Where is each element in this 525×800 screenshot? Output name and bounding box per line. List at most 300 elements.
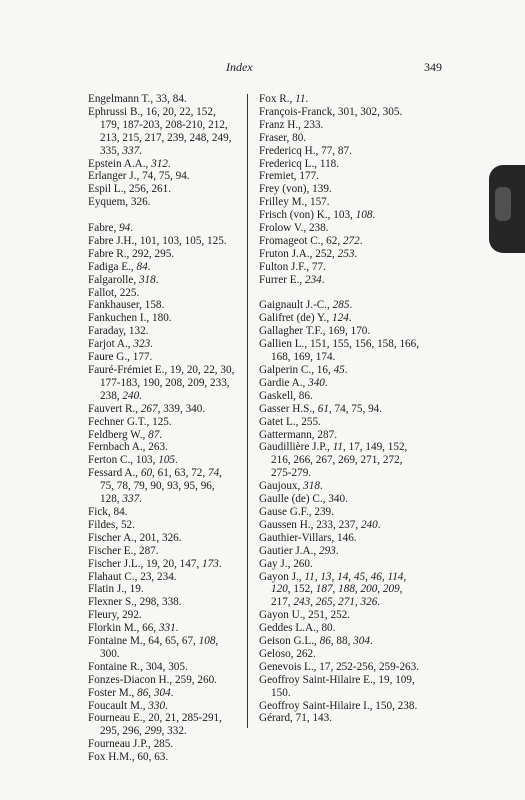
- index-entry: [88, 558, 236, 571]
- index-entry: [88, 364, 236, 403]
- entry-name: Fontaine M.,: [88, 635, 146, 648]
- entry-name: Faraday,: [88, 325, 127, 338]
- index-entry: [88, 583, 236, 596]
- page-reference: .: [155, 273, 159, 286]
- page-reference: .: [165, 699, 168, 712]
- index-entry: [88, 222, 236, 235]
- page-reference: 125.: [149, 415, 172, 428]
- entry-name: Flatin J.,: [88, 583, 127, 596]
- index-entry: [88, 170, 236, 183]
- page-reference: 177.: [129, 351, 153, 364]
- index-entry: [88, 687, 236, 700]
- entry-name: Geison G.L.,: [259, 635, 317, 648]
- page-reference: 158.: [141, 299, 165, 312]
- page-reference: , 217,: [271, 583, 403, 609]
- page-reference: 285.: [150, 738, 174, 751]
- index-entry: [88, 467, 236, 506]
- page-reference: .: [372, 209, 376, 222]
- page-reference: .: [344, 364, 348, 377]
- entry-name: Fleury,: [88, 609, 120, 622]
- index-entry: [88, 545, 236, 558]
- page-reference: 74, 75, 94.: [139, 170, 190, 183]
- index-entry: [88, 325, 236, 338]
- index-entry: [88, 738, 236, 751]
- index-entry: [88, 454, 236, 467]
- page-reference: 60, 63.: [134, 751, 169, 764]
- entry-name: Gallagher T.F.,: [259, 325, 326, 338]
- index-entry: [88, 532, 236, 545]
- page-reference: 80.: [318, 622, 336, 635]
- page-reference: 16, 20, 22, 152, 179, 187-203, 208-210, 212, 213, 215, 217, 239, 248, 249, 335,: [100, 105, 232, 157]
- page-reference: 331: [158, 622, 176, 635]
- index-entry: [259, 183, 422, 196]
- index-entry: [88, 700, 236, 713]
- page-reference: 11: [332, 441, 343, 454]
- page-reference: 20, 21, 285-291, 295, 296,: [100, 712, 222, 738]
- page-reference: 19, 20, 22, 30, 177-183, 190, 208, 209, 233, 238,: [100, 364, 235, 402]
- page-reference: 337: [122, 493, 140, 506]
- page-reference: 340: [308, 376, 325, 389]
- index-entry: [259, 377, 422, 390]
- entry-name: Fankhauser,: [88, 299, 142, 312]
- entry-name: Eyquem,: [88, 196, 129, 209]
- page-reference: 260.: [290, 557, 313, 570]
- index-entry: [88, 712, 236, 738]
- page-reference: , 300.: [100, 635, 219, 660]
- index-entry: [88, 661, 236, 674]
- entry-name: Engelmann T.,: [88, 93, 154, 105]
- page-reference: .: [175, 622, 179, 635]
- page-reference: 292.: [119, 609, 142, 622]
- page-reference: 240: [360, 518, 378, 531]
- index-entry: [88, 196, 236, 209]
- entry-name: Fabre,: [88, 222, 117, 235]
- entry-name: Fischer J.L.,: [88, 557, 144, 570]
- entry-name: Fadiga E.,: [88, 260, 134, 273]
- page-reference: 312: [151, 157, 168, 170]
- page-reference: .: [377, 518, 381, 531]
- page-reference: , 152,: [287, 583, 316, 596]
- entry-name: Gayon J.,: [259, 570, 302, 583]
- entry-name: Geoffroy Saint-Hilaire I.,: [259, 699, 373, 712]
- page-reference: 101, 103, 105, 125.: [137, 234, 227, 247]
- entry-name: Farjot A.,: [88, 338, 131, 351]
- entry-name: Gay J.,: [259, 557, 291, 570]
- entry-name: Frolow V.,: [259, 222, 307, 235]
- page-reference: 293: [318, 544, 336, 557]
- page-reference: 94: [119, 222, 131, 235]
- index-entry: [259, 274, 422, 287]
- page-reference: , 339, 340.: [157, 402, 206, 415]
- entry-name: Gaudillière J.P.,: [259, 441, 330, 454]
- index-entry: [259, 248, 422, 261]
- page-reference: 61: [317, 402, 329, 415]
- page-reference: , 17, 149, 152, 216, 266, 267, 269, 271, 272, 275-279.: [271, 441, 408, 480]
- index-entry: [259, 493, 422, 506]
- page-reference: 255.: [298, 415, 321, 428]
- page-reference: .: [319, 480, 323, 493]
- page-reference: 187, 188, 200, 209: [315, 583, 400, 596]
- index-entry: [259, 480, 422, 493]
- entry-name: Fourneau J.P.,: [88, 738, 151, 751]
- page-reference: 66,: [139, 622, 159, 635]
- page-reference: 330: [148, 699, 166, 712]
- index-entry: [259, 712, 422, 725]
- entry-name: Fremiet,: [259, 170, 297, 183]
- page-reference: .: [170, 686, 174, 699]
- page-reference: 77.: [309, 260, 326, 273]
- page-reference: 108: [198, 635, 216, 648]
- index-entry: [259, 93, 422, 106]
- page-reference: 263.: [145, 441, 168, 454]
- entry-name: Ephrussi B.,: [88, 105, 144, 118]
- index-entry: [88, 596, 236, 609]
- index-entry: [88, 429, 236, 442]
- entry-name: Falgarolle,: [88, 273, 137, 286]
- page-reference: .: [354, 247, 358, 260]
- page-reference: .: [348, 312, 352, 325]
- index-entry: [259, 545, 422, 558]
- page-reference: 19.: [126, 583, 144, 596]
- page-reference: 86.: [295, 389, 313, 402]
- index-entry: [88, 261, 236, 274]
- entry-name: Fulton J.F.,: [259, 260, 310, 273]
- page-reference: 17, 252-256, 259-263.: [316, 660, 420, 673]
- page-reference: 299: [144, 725, 162, 738]
- entry-name: Fischer E.,: [88, 544, 137, 557]
- page-reference: 272: [342, 234, 360, 247]
- page-reference: 251, 252.: [305, 609, 351, 622]
- index-entry: [88, 338, 236, 351]
- index-entry: [259, 416, 422, 429]
- index-entry: [259, 390, 422, 403]
- entry-name: Gérard,: [259, 712, 293, 725]
- page-reference: 52.: [118, 518, 135, 531]
- page-reference: .: [335, 544, 339, 557]
- index-entry: [88, 93, 236, 106]
- page-reference: 139.: [309, 183, 332, 196]
- page-reference: 84: [136, 260, 148, 273]
- page-reference: .: [139, 144, 142, 157]
- page-reference: 318: [303, 480, 320, 493]
- index-entry: [259, 145, 422, 158]
- index-entry: [259, 674, 422, 700]
- index-entry: [88, 416, 236, 429]
- page-reference: 11, 13, 14, 45, 46, 114, 120: [271, 570, 407, 596]
- entry-name: Gaussen H.,: [259, 518, 314, 531]
- page-reference: .: [369, 635, 373, 648]
- index-entry: [88, 622, 236, 635]
- entry-name: Fallot,: [88, 286, 117, 299]
- entry-name: Gardie A.,: [259, 376, 306, 389]
- entry-name: Fredericq L.,: [259, 157, 318, 170]
- entry-name: Gatet L.,: [259, 415, 299, 428]
- running-title: Index: [226, 60, 253, 74]
- page-reference: 19, 109, 150.: [271, 673, 415, 699]
- page-header: [0, 60, 525, 78]
- page-reference: .: [159, 428, 163, 441]
- index-entry: [259, 170, 422, 183]
- page-reference: 157.: [307, 196, 330, 209]
- page-reference: 201, 326.: [136, 531, 182, 544]
- page-reference: 87: [148, 428, 160, 441]
- page-reference: 326.: [128, 196, 151, 209]
- page-reference: .: [377, 596, 381, 609]
- page-reference: 150, 238.: [372, 699, 418, 712]
- page-reference: 33, 84.: [153, 93, 187, 105]
- index-entry: [259, 119, 422, 132]
- page-reference: 146.: [334, 531, 357, 544]
- entry-name: Gause G.F.,: [259, 505, 312, 518]
- page-reference: 105: [158, 454, 176, 467]
- entry-name: Faure G.,: [88, 351, 130, 364]
- index-entry: [88, 519, 236, 532]
- index-entry: [88, 751, 236, 764]
- index-entry: [259, 519, 422, 532]
- index-entry: [259, 506, 422, 519]
- page-reference: .: [218, 557, 222, 570]
- entry-name: Gaskell,: [259, 389, 296, 402]
- page-reference: , 61, 63, 72,: [152, 467, 208, 480]
- page-reference: ,: [148, 686, 154, 699]
- entry-name: Flexner S.,: [88, 596, 137, 609]
- index-entry: [88, 403, 236, 416]
- entry-name: Fruton J.A.,: [259, 247, 313, 260]
- entry-name: Gasser H.S.,: [259, 402, 315, 415]
- entry-name: Fox H.M.,: [88, 751, 135, 764]
- page-reference: 225.: [116, 286, 140, 299]
- page-reference: 285: [332, 299, 350, 312]
- page-reference: 240: [122, 389, 140, 402]
- page-number: 349: [424, 60, 442, 74]
- page-reference: .: [321, 273, 325, 286]
- entry-name: Fraser,: [259, 131, 290, 144]
- page-reference: , 75, 78, 79, 90, 93, 95, 96, 128,: [100, 467, 222, 506]
- entry-name: Florkin M.,: [88, 622, 140, 635]
- page-reference: 233.: [300, 118, 324, 131]
- entry-name: Fourneau E.,: [88, 712, 146, 725]
- entry-name: Gautier J.A.,: [259, 544, 317, 557]
- index-entry: [88, 609, 236, 622]
- page-reference: 252,: [312, 247, 338, 260]
- entry-name: Fick,: [88, 505, 111, 518]
- entry-name: Gaulle (de) C.,: [259, 493, 326, 506]
- page-reference: 243, 265, 271, 326: [293, 596, 378, 609]
- entry-name: Frey (von),: [259, 183, 310, 196]
- page-reference: .: [139, 389, 142, 402]
- index-entry: [259, 429, 422, 442]
- entry-name: Geoffroy Saint-Hilaire E.,: [259, 673, 376, 686]
- page-reference: 64, 65, 67,: [145, 635, 199, 648]
- page-reference: 86: [319, 635, 331, 648]
- index-entry: [259, 622, 422, 635]
- entry-name: Erlanger J.,: [88, 170, 140, 183]
- page-reference: 298, 338.: [136, 596, 182, 609]
- entry-name: Frilley M.,: [259, 196, 308, 209]
- index-column-right: [259, 93, 422, 725]
- page-reference: .: [305, 93, 309, 105]
- index-entry: [259, 532, 422, 545]
- page-reference: 323: [133, 338, 151, 351]
- page-reference: 287.: [314, 428, 337, 441]
- index-entry: [259, 222, 422, 235]
- page-reference: 11: [295, 93, 306, 105]
- page-reference: 103,: [330, 209, 356, 222]
- page-reference: 304, 305.: [143, 660, 188, 673]
- index-entry: [259, 700, 422, 713]
- index-entry: [259, 325, 422, 338]
- page-reference: .: [139, 493, 142, 506]
- entry-name: Gattermann,: [259, 428, 315, 441]
- index-entry: [259, 106, 422, 119]
- page-reference: .: [349, 299, 353, 312]
- index-entry: [88, 235, 236, 248]
- entry-name: Fabre R.,: [88, 247, 130, 260]
- entry-name: Galperin C.,: [259, 364, 314, 377]
- index-entry: [88, 571, 236, 584]
- entry-name: Galifret (de) Y.,: [259, 312, 330, 325]
- index-entry: [259, 635, 422, 648]
- page-reference: .: [130, 222, 134, 235]
- page-reference: 337: [122, 144, 140, 157]
- index-entry: [88, 287, 236, 300]
- page-reference: .: [167, 157, 171, 170]
- page-reference: 177.: [296, 170, 319, 183]
- index-entry: [259, 441, 422, 480]
- index-entry: [88, 351, 236, 364]
- index-entry: [259, 158, 422, 171]
- page-reference: 103,: [133, 454, 159, 467]
- index-entry: [259, 661, 422, 674]
- entry-name: Frisch (von) K.,: [259, 209, 331, 222]
- page-reference: 60: [140, 467, 153, 480]
- page-reference: 304: [353, 635, 370, 648]
- page-reference: 233, 237,: [313, 518, 361, 531]
- page-reference: 74: [207, 467, 220, 480]
- entry-name: Ferton C.,: [88, 454, 134, 467]
- entry-name: Gaignault J.-C.,: [259, 299, 330, 312]
- page-reference: .: [150, 338, 153, 351]
- page-reference: 124: [332, 312, 349, 325]
- index-entry: [259, 312, 422, 325]
- entry-name: Fechner G.T.,: [88, 415, 150, 428]
- index-entry: [88, 248, 236, 261]
- page-reference: 304: [153, 686, 171, 699]
- entry-name: Furrer E.,: [259, 273, 303, 286]
- index-entry: [259, 235, 422, 248]
- page-reference: 301, 302, 305.: [335, 105, 403, 118]
- page-reference: 132.: [126, 325, 149, 338]
- page-reference: .: [359, 234, 363, 247]
- page-reference: 80.: [289, 131, 307, 144]
- entry-name: Geloso,: [259, 647, 294, 660]
- page-reference: .: [175, 454, 178, 467]
- page-reference: 19, 20, 147,: [143, 557, 203, 570]
- entry-name: Fildes,: [88, 518, 119, 531]
- page-reference: 292, 295.: [129, 247, 175, 260]
- page-reference: 16,: [314, 364, 334, 377]
- index-entry: [259, 571, 422, 610]
- page-reference: .: [147, 260, 151, 273]
- entry-name: Foster M.,: [88, 686, 135, 699]
- page-reference: 287.: [136, 544, 159, 557]
- page-reference: 340.: [325, 493, 348, 506]
- page-reference: 71, 143.: [292, 712, 333, 725]
- entry-name: Fredericq H.,: [259, 144, 319, 157]
- index-entry: [259, 209, 422, 222]
- entry-name: Feldberg W.,: [88, 428, 146, 441]
- entry-name: Fontaine R.,: [88, 660, 144, 673]
- index-entry: [259, 196, 422, 209]
- entry-name: Gayon U.,: [259, 609, 306, 622]
- page-reference: , 332.: [161, 725, 187, 738]
- page-reference: 234: [304, 273, 322, 286]
- index-entry: [88, 274, 236, 287]
- entry-name: Fabre J.H.,: [88, 234, 138, 247]
- page-reference: 173: [202, 557, 219, 570]
- page-reference: , 74, 75, 94.: [328, 402, 383, 415]
- entry-name: Franz H.,: [259, 118, 301, 131]
- entry-name: Genevois L.,: [259, 660, 317, 673]
- page-reference: 84.: [110, 505, 128, 518]
- page-reference: 86: [137, 686, 149, 699]
- page-reference: 45: [333, 364, 345, 377]
- index-entry: [88, 674, 236, 687]
- entry-name: Gauthier-Villars,: [259, 531, 335, 544]
- entry-name: Fernbach A.,: [88, 441, 146, 454]
- entry-name: Fonzes-Diacon H.,: [88, 673, 173, 686]
- page-reference: 318: [138, 273, 156, 286]
- page-reference: 253: [337, 247, 355, 260]
- page-reference: 267: [140, 402, 158, 415]
- page-reference: 108: [355, 209, 373, 222]
- index-entry: [259, 403, 422, 416]
- entry-name: Fauvert R.,: [88, 402, 139, 415]
- index-entry: [88, 183, 236, 196]
- index-entry: [259, 261, 422, 274]
- page-reference: 23, 234.: [137, 570, 177, 583]
- entry-name: François-Franck,: [259, 105, 336, 118]
- entry-name: Fauré-Frémiet E.,: [88, 364, 168, 377]
- index-entry: [88, 506, 236, 519]
- column-divider: [247, 94, 248, 728]
- index-entry: [88, 312, 236, 325]
- page-reference: 169, 170.: [325, 325, 371, 338]
- entry-name: Fromageot C.,: [259, 234, 324, 247]
- index-entry: [88, 635, 236, 661]
- thumb-tab-decoration: [489, 165, 525, 253]
- entry-name: Fessard A.,: [88, 467, 139, 480]
- thumb-tab-notch: [495, 187, 511, 221]
- entry-name: Geddes L.A.,: [259, 622, 319, 635]
- page-reference: 77, 87.: [318, 144, 352, 157]
- entry-name: Fankuchen I.,: [88, 312, 150, 325]
- page-reference: 256, 261.: [126, 183, 171, 196]
- index-entry: [259, 364, 422, 377]
- entry-name: Espil L.,: [88, 183, 127, 196]
- page-reference: .: [324, 376, 328, 389]
- index-entry: [259, 132, 422, 145]
- page-reference: 262.: [293, 647, 316, 660]
- index-entry: [88, 441, 236, 454]
- entry-name: Epstein A.A.,: [88, 157, 149, 170]
- page-reference: , 88,: [330, 635, 354, 648]
- index-entry: [259, 299, 422, 312]
- index-entry: [88, 299, 236, 312]
- index-entry: [259, 558, 422, 571]
- index-entry: [88, 106, 236, 158]
- page-reference: 151, 155, 156, 158, 166, 168, 169, 174.: [271, 338, 420, 364]
